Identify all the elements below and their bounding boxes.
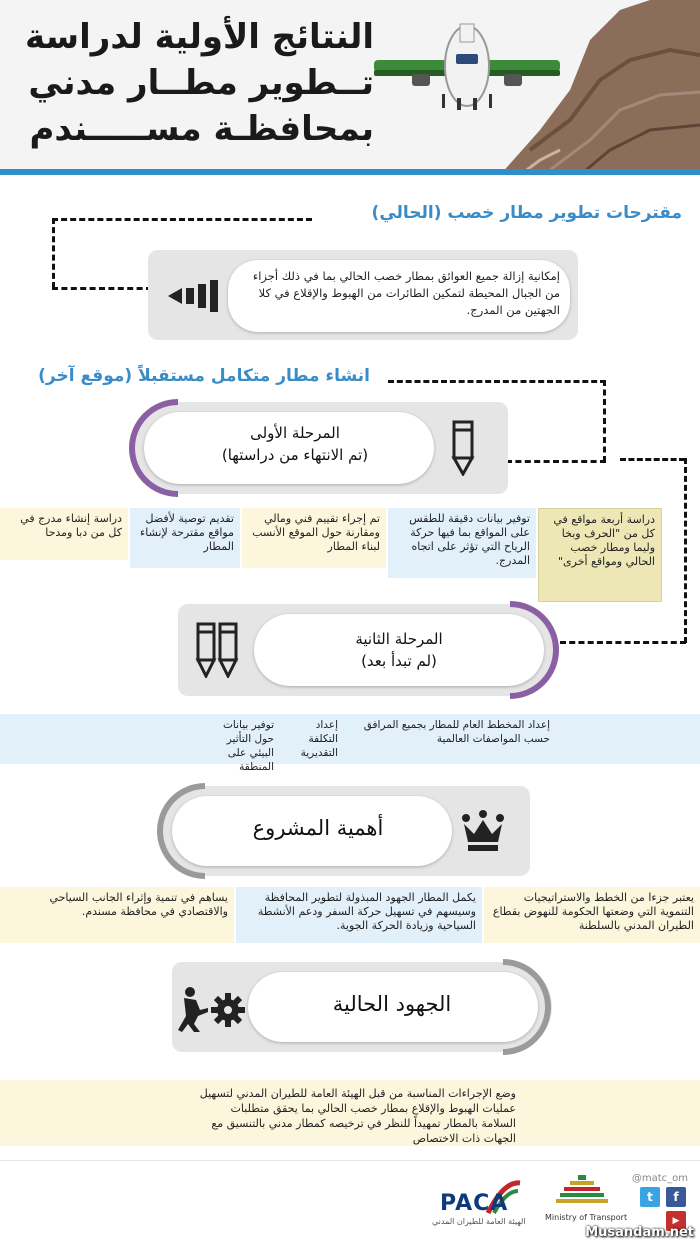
airplane-icon — [372, 18, 562, 113]
youtube-icon[interactable]: ▶ — [666, 1211, 686, 1231]
phase2-item: إعداد المخطط العام للمطار بجميع المرافق حسب المواصفات العالمية — [363, 719, 550, 745]
phase1-item: دراسة أربعة مواقع في كل من "الحرف وبخا وليما ومطار خصب الحالي ومواقع أخرى" — [538, 508, 662, 602]
phase1-item: توفير بيانات دقيقة للطقس على المواقع بما فيها حركة الرياح التي تؤثر على اتجاه المدرج. — [388, 508, 536, 578]
footer — [0, 1160, 700, 1244]
connector-line — [52, 218, 55, 288]
phase1-item: تقديم توصية لأفضل مواقع مقترحة لإنشاء المطار — [130, 508, 240, 568]
phase1-item: تم إجراء تقييم فني ومالي ومقارنة حول الموقع الأنسب لبناء المطار — [242, 508, 386, 568]
importance-card — [158, 786, 530, 876]
gear-push-icon — [178, 986, 248, 1034]
importance-item: يكمل المطار الجهود المبذولة لتطوير المحافظة وسيسهم في تسهيل حركة السفر ودعم الأنشطة السياحية وزيادة الحركة الجوية. — [236, 887, 482, 943]
connector-line — [603, 380, 606, 462]
connector-line — [506, 460, 606, 463]
phase1-card — [130, 402, 508, 494]
connector-line — [388, 380, 606, 383]
crown-icon — [460, 808, 506, 854]
phase1-item: دراسة إنشاء مدرج في كل من دبا ومدحا — [0, 508, 128, 560]
phase2-subtitle: (لم تبدأ بعد) — [361, 652, 437, 670]
ministry-logo-text: Ministry of Transport — [545, 1213, 628, 1222]
current-efforts-title: الجهود الحالية — [332, 992, 452, 1016]
proposal-card — [148, 250, 578, 340]
phase2-title-text: المرحلة الثانية — [355, 630, 443, 648]
facebook-icon[interactable]: f — [666, 1187, 686, 1207]
pencil-icon — [448, 420, 478, 476]
proposal-text: إمكانية إزالة جميع العوائق بمطار خصب الحالي بما في ذلك أجزاء من الجبال المحيطة لتمكين الطائرات من الهبوط والإقلاع في كلا الجهتين من المدرج. — [252, 269, 560, 317]
header — [0, 0, 700, 175]
connector-line — [52, 218, 312, 221]
section-heading-new-airport: انشاء مطار متكامل مستقبلاً (موقع آخر) — [38, 366, 370, 386]
twitter-icon[interactable]: t — [640, 1187, 660, 1207]
phase2-item: توفير بيانات حول التأثير البيئي على المنطقة — [223, 719, 274, 773]
pencils-icon — [194, 622, 242, 678]
phase2-title — [274, 628, 524, 672]
header-accent-bar — [0, 169, 700, 175]
runway-lights-icon — [168, 276, 222, 316]
importance-strip — [0, 887, 700, 945]
watermark: Musandam.net — [585, 1225, 694, 1240]
phase1-strip — [0, 508, 700, 604]
current-efforts-strip — [0, 1080, 700, 1146]
phase2-item: إعداد التكلفة التقديرية — [300, 719, 338, 759]
importance-item: يعتبر جزءا من الخطط والاستراتيجيات التنموية التي وضعتها الحكومة للنهوض بقطاع الطيران المدني بالسلطنة — [484, 887, 700, 943]
current-efforts-text: وضع الإجراءات المناسبة من قبل الهيئة العامة للطيران المدني لتسهيل عمليات الهبوط والإقلاع بمطار خصب الحالي بما يحقق متطلبات السلامة بالمطار تمهيداً للنظر في ترخيصه كمطار مدني بالتنسيق مع الجهات ذات الاختصاص — [199, 1087, 516, 1145]
phase1-subtitle: (تم الانتهاء من دراستها) — [221, 446, 369, 464]
current-efforts-card — [172, 962, 552, 1052]
twitter-handle: @matc_om — [631, 1173, 688, 1184]
phase2-strip — [0, 714, 700, 773]
phase2-card — [178, 604, 558, 696]
importance-item: يساهم في تنمية وإثراء الجانب السياحي والاقتصادي في محافظة مسندم. — [0, 887, 234, 943]
section-heading-current-airport: مقترحات تطوير مطار خصب (الحالي) — [371, 203, 682, 223]
title-line-3: بمحافظـة مســـــندم — [29, 109, 374, 149]
importance-title: أهمية المشروع — [252, 816, 384, 840]
phase1-title-text: المرحلة الأولى — [250, 424, 340, 442]
ministry-logo-icon — [552, 1175, 612, 1215]
phase1-title — [170, 422, 420, 466]
connector-line — [52, 287, 152, 290]
page-title — [14, 14, 374, 152]
paca-logo-text: PACA — [440, 1191, 509, 1216]
paca-subtitle: الهيئة العامة للطيران المدني — [432, 1217, 526, 1226]
title-line-2: تــطوير مطــار مدني — [28, 63, 374, 103]
connector-line — [620, 458, 685, 461]
title-line-1: النتائج الأولية لدراسة — [25, 17, 374, 57]
connector-line — [560, 641, 686, 644]
